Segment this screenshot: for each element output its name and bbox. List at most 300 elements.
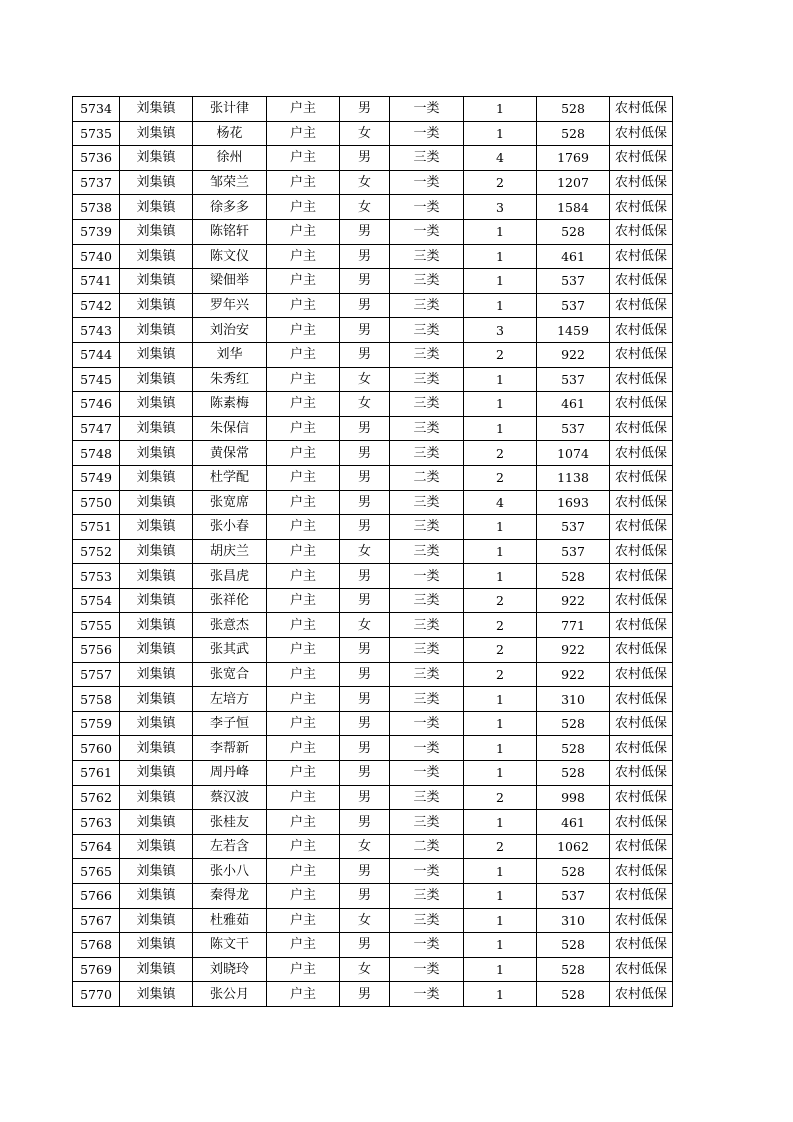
gender-cell: 男 — [340, 859, 390, 884]
table-row — [73, 564, 673, 589]
amount-cell: 537 — [537, 269, 610, 294]
category-cell: 一类 — [390, 736, 464, 761]
name-cell: 周丹峰 — [193, 761, 267, 786]
row-number-cell: 5735 — [73, 121, 120, 146]
row-number-cell: 5738 — [73, 195, 120, 220]
program-cell: 农村低保 — [610, 613, 673, 638]
name-cell: 李子恒 — [193, 711, 267, 736]
relation-cell: 户主 — [267, 834, 340, 859]
row-number-cell: 5734 — [73, 97, 120, 122]
program-cell: 农村低保 — [610, 908, 673, 933]
row-number-cell: 5768 — [73, 933, 120, 958]
table-row — [73, 834, 673, 859]
table-row — [73, 219, 673, 244]
town-cell: 刘集镇 — [120, 293, 193, 318]
name-cell: 张小八 — [193, 859, 267, 884]
program-cell: 农村低保 — [610, 761, 673, 786]
gender-cell: 女 — [340, 367, 390, 392]
name-cell: 罗年兴 — [193, 293, 267, 318]
name-cell: 杜雅茹 — [193, 908, 267, 933]
gender-cell: 女 — [340, 170, 390, 195]
row-number-cell: 5747 — [73, 416, 120, 441]
household-size-cell: 1 — [464, 908, 537, 933]
town-cell: 刘集镇 — [120, 195, 193, 220]
name-cell: 邹荣兰 — [193, 170, 267, 195]
program-cell: 农村低保 — [610, 416, 673, 441]
name-cell: 杨花 — [193, 121, 267, 146]
row-number-cell: 5741 — [73, 269, 120, 294]
name-cell: 陈铭轩 — [193, 219, 267, 244]
gender-cell: 男 — [340, 736, 390, 761]
relation-cell: 户主 — [267, 195, 340, 220]
relation-cell: 户主 — [267, 121, 340, 146]
gender-cell: 男 — [340, 588, 390, 613]
row-number-cell: 5759 — [73, 711, 120, 736]
town-cell: 刘集镇 — [120, 588, 193, 613]
program-cell: 农村低保 — [610, 244, 673, 269]
gender-cell: 男 — [340, 318, 390, 343]
household-size-cell: 1 — [464, 736, 537, 761]
relation-cell: 户主 — [267, 564, 340, 589]
program-cell: 农村低保 — [610, 195, 673, 220]
town-cell: 刘集镇 — [120, 170, 193, 195]
amount-cell: 1074 — [537, 441, 610, 466]
category-cell: 三类 — [390, 908, 464, 933]
name-cell: 徐州 — [193, 146, 267, 171]
town-cell: 刘集镇 — [120, 121, 193, 146]
table-row — [73, 539, 673, 564]
gender-cell: 男 — [340, 490, 390, 515]
table-row — [73, 367, 673, 392]
town-cell: 刘集镇 — [120, 515, 193, 540]
row-number-cell: 5763 — [73, 810, 120, 835]
category-cell: 一类 — [390, 982, 464, 1007]
town-cell: 刘集镇 — [120, 441, 193, 466]
gender-cell: 男 — [340, 97, 390, 122]
household-size-cell: 1 — [464, 293, 537, 318]
table-row — [73, 810, 673, 835]
row-number-cell: 5736 — [73, 146, 120, 171]
program-cell: 农村低保 — [610, 785, 673, 810]
table-row — [73, 588, 673, 613]
amount-cell: 1459 — [537, 318, 610, 343]
household-size-cell: 1 — [464, 367, 537, 392]
town-cell: 刘集镇 — [120, 613, 193, 638]
town-cell: 刘集镇 — [120, 761, 193, 786]
relation-cell: 户主 — [267, 170, 340, 195]
program-cell: 农村低保 — [610, 515, 673, 540]
program-cell: 农村低保 — [610, 638, 673, 663]
category-cell: 一类 — [390, 711, 464, 736]
relation-cell: 户主 — [267, 269, 340, 294]
amount-cell: 537 — [537, 515, 610, 540]
town-cell: 刘集镇 — [120, 392, 193, 417]
name-cell: 梁佃举 — [193, 269, 267, 294]
town-cell: 刘集镇 — [120, 687, 193, 712]
row-number-cell: 5770 — [73, 982, 120, 1007]
household-size-cell: 2 — [464, 170, 537, 195]
household-size-cell: 1 — [464, 564, 537, 589]
town-cell: 刘集镇 — [120, 416, 193, 441]
name-cell: 蔡汉波 — [193, 785, 267, 810]
category-cell: 二类 — [390, 465, 464, 490]
gender-cell: 男 — [340, 711, 390, 736]
town-cell: 刘集镇 — [120, 465, 193, 490]
program-cell: 农村低保 — [610, 736, 673, 761]
name-cell: 张其武 — [193, 638, 267, 663]
amount-cell: 1584 — [537, 195, 610, 220]
name-cell: 杜学配 — [193, 465, 267, 490]
relation-cell: 户主 — [267, 588, 340, 613]
household-size-cell: 4 — [464, 490, 537, 515]
gender-cell: 男 — [340, 687, 390, 712]
row-number-cell: 5767 — [73, 908, 120, 933]
table-row — [73, 662, 673, 687]
household-size-cell: 1 — [464, 539, 537, 564]
category-cell: 二类 — [390, 834, 464, 859]
table-row — [73, 121, 673, 146]
name-cell: 张祥伦 — [193, 588, 267, 613]
gender-cell: 男 — [340, 564, 390, 589]
amount-cell: 537 — [537, 539, 610, 564]
program-cell: 农村低保 — [610, 121, 673, 146]
category-cell: 一类 — [390, 195, 464, 220]
row-number-cell: 5761 — [73, 761, 120, 786]
household-size-cell: 1 — [464, 933, 537, 958]
name-cell: 朱秀红 — [193, 367, 267, 392]
household-size-cell: 1 — [464, 269, 537, 294]
household-size-cell: 2 — [464, 441, 537, 466]
table-row — [73, 318, 673, 343]
row-number-cell: 5743 — [73, 318, 120, 343]
gender-cell: 女 — [340, 957, 390, 982]
household-size-cell: 1 — [464, 884, 537, 909]
relation-cell: 户主 — [267, 662, 340, 687]
amount-cell: 771 — [537, 613, 610, 638]
household-size-cell: 3 — [464, 195, 537, 220]
household-size-cell: 1 — [464, 859, 537, 884]
relation-cell: 户主 — [267, 318, 340, 343]
row-number-cell: 5769 — [73, 957, 120, 982]
town-cell: 刘集镇 — [120, 662, 193, 687]
row-number-cell: 5754 — [73, 588, 120, 613]
category-cell: 三类 — [390, 884, 464, 909]
town-cell: 刘集镇 — [120, 367, 193, 392]
household-size-cell: 1 — [464, 416, 537, 441]
program-cell: 农村低保 — [610, 441, 673, 466]
name-cell: 黄保常 — [193, 441, 267, 466]
program-cell: 农村低保 — [610, 957, 673, 982]
gender-cell: 女 — [340, 539, 390, 564]
program-cell: 农村低保 — [610, 810, 673, 835]
table-row — [73, 859, 673, 884]
amount-cell: 922 — [537, 662, 610, 687]
household-size-cell: 2 — [464, 465, 537, 490]
household-size-cell: 1 — [464, 515, 537, 540]
category-cell: 三类 — [390, 441, 464, 466]
amount-cell: 528 — [537, 761, 610, 786]
relation-cell: 户主 — [267, 441, 340, 466]
table-row — [73, 342, 673, 367]
amount-cell: 528 — [537, 736, 610, 761]
household-size-cell: 3 — [464, 318, 537, 343]
row-number-cell: 5748 — [73, 441, 120, 466]
gender-cell: 男 — [340, 515, 390, 540]
gender-cell: 男 — [340, 269, 390, 294]
gender-cell: 女 — [340, 195, 390, 220]
table-row — [73, 982, 673, 1007]
row-number-cell: 5749 — [73, 465, 120, 490]
name-cell: 朱保信 — [193, 416, 267, 441]
relation-cell: 户主 — [267, 982, 340, 1007]
category-cell: 一类 — [390, 219, 464, 244]
gender-cell: 女 — [340, 908, 390, 933]
name-cell: 胡庆兰 — [193, 539, 267, 564]
relation-cell: 户主 — [267, 908, 340, 933]
amount-cell: 1769 — [537, 146, 610, 171]
gender-cell: 男 — [340, 465, 390, 490]
town-cell: 刘集镇 — [120, 638, 193, 663]
household-size-cell: 2 — [464, 613, 537, 638]
row-number-cell: 5752 — [73, 539, 120, 564]
name-cell: 秦得龙 — [193, 884, 267, 909]
category-cell: 一类 — [390, 564, 464, 589]
amount-cell: 461 — [537, 244, 610, 269]
category-cell: 三类 — [390, 490, 464, 515]
table-row — [73, 392, 673, 417]
town-cell: 刘集镇 — [120, 244, 193, 269]
row-number-cell: 5745 — [73, 367, 120, 392]
town-cell: 刘集镇 — [120, 711, 193, 736]
amount-cell: 528 — [537, 933, 610, 958]
table-row — [73, 97, 673, 122]
household-size-cell: 1 — [464, 392, 537, 417]
amount-cell: 922 — [537, 638, 610, 663]
row-number-cell: 5760 — [73, 736, 120, 761]
category-cell: 一类 — [390, 957, 464, 982]
table-row — [73, 687, 673, 712]
category-cell: 三类 — [390, 244, 464, 269]
name-cell: 陈素梅 — [193, 392, 267, 417]
amount-cell: 998 — [537, 785, 610, 810]
amount-cell: 310 — [537, 687, 610, 712]
row-number-cell: 5737 — [73, 170, 120, 195]
program-cell: 农村低保 — [610, 490, 673, 515]
program-cell: 农村低保 — [610, 269, 673, 294]
table-row — [73, 638, 673, 663]
amount-cell: 537 — [537, 367, 610, 392]
household-size-cell: 1 — [464, 982, 537, 1007]
program-cell: 农村低保 — [610, 219, 673, 244]
name-cell: 张意杰 — [193, 613, 267, 638]
gender-cell: 女 — [340, 392, 390, 417]
name-cell: 刘华 — [193, 342, 267, 367]
row-number-cell: 5739 — [73, 219, 120, 244]
household-size-cell: 2 — [464, 638, 537, 663]
household-size-cell: 2 — [464, 662, 537, 687]
program-cell: 农村低保 — [610, 97, 673, 122]
category-cell: 三类 — [390, 146, 464, 171]
program-cell: 农村低保 — [610, 539, 673, 564]
row-number-cell: 5740 — [73, 244, 120, 269]
gender-cell: 男 — [340, 662, 390, 687]
gender-cell: 男 — [340, 441, 390, 466]
category-cell: 一类 — [390, 170, 464, 195]
relation-cell: 户主 — [267, 810, 340, 835]
relation-cell: 户主 — [267, 244, 340, 269]
town-cell: 刘集镇 — [120, 564, 193, 589]
household-size-cell: 2 — [464, 342, 537, 367]
table-row — [73, 416, 673, 441]
amount-cell: 528 — [537, 564, 610, 589]
household-size-cell: 1 — [464, 97, 537, 122]
name-cell: 刘晓玲 — [193, 957, 267, 982]
amount-cell: 528 — [537, 711, 610, 736]
row-number-cell: 5762 — [73, 785, 120, 810]
relation-cell: 户主 — [267, 219, 340, 244]
program-cell: 农村低保 — [610, 564, 673, 589]
name-cell: 陈文干 — [193, 933, 267, 958]
table-row — [73, 195, 673, 220]
amount-cell: 310 — [537, 908, 610, 933]
household-size-cell: 2 — [464, 588, 537, 613]
household-size-cell: 2 — [464, 785, 537, 810]
program-cell: 农村低保 — [610, 465, 673, 490]
name-cell: 张宽席 — [193, 490, 267, 515]
program-cell: 农村低保 — [610, 662, 673, 687]
row-number-cell: 5746 — [73, 392, 120, 417]
town-cell: 刘集镇 — [120, 736, 193, 761]
relation-cell: 户主 — [267, 342, 340, 367]
program-cell: 农村低保 — [610, 588, 673, 613]
amount-cell: 537 — [537, 884, 610, 909]
category-cell: 三类 — [390, 392, 464, 417]
relation-cell: 户主 — [267, 490, 340, 515]
table-row — [73, 711, 673, 736]
roster-table — [72, 96, 673, 1007]
name-cell: 张计律 — [193, 97, 267, 122]
relation-cell: 户主 — [267, 687, 340, 712]
table-row — [73, 170, 673, 195]
amount-cell: 922 — [537, 342, 610, 367]
name-cell: 刘治安 — [193, 318, 267, 343]
name-cell: 张宽合 — [193, 662, 267, 687]
table-row — [73, 908, 673, 933]
name-cell: 张昌虎 — [193, 564, 267, 589]
relation-cell: 户主 — [267, 293, 340, 318]
name-cell: 徐多多 — [193, 195, 267, 220]
gender-cell: 男 — [340, 219, 390, 244]
gender-cell: 男 — [340, 293, 390, 318]
table-row — [73, 515, 673, 540]
row-number-cell: 5750 — [73, 490, 120, 515]
town-cell: 刘集镇 — [120, 490, 193, 515]
town-cell: 刘集镇 — [120, 97, 193, 122]
relation-cell: 户主 — [267, 539, 340, 564]
town-cell: 刘集镇 — [120, 342, 193, 367]
program-cell: 农村低保 — [610, 982, 673, 1007]
relation-cell: 户主 — [267, 613, 340, 638]
category-cell: 三类 — [390, 662, 464, 687]
gender-cell: 男 — [340, 933, 390, 958]
gender-cell: 男 — [340, 416, 390, 441]
table-row — [73, 490, 673, 515]
table-row — [73, 761, 673, 786]
gender-cell: 男 — [340, 761, 390, 786]
category-cell: 三类 — [390, 269, 464, 294]
relation-cell: 户主 — [267, 515, 340, 540]
row-number-cell: 5766 — [73, 884, 120, 909]
row-number-cell: 5757 — [73, 662, 120, 687]
table-row — [73, 146, 673, 171]
gender-cell: 男 — [340, 884, 390, 909]
relation-cell: 户主 — [267, 785, 340, 810]
program-cell: 农村低保 — [610, 884, 673, 909]
category-cell: 一类 — [390, 121, 464, 146]
category-cell: 一类 — [390, 859, 464, 884]
program-cell: 农村低保 — [610, 293, 673, 318]
table-row — [73, 441, 673, 466]
gender-cell: 女 — [340, 613, 390, 638]
gender-cell: 男 — [340, 982, 390, 1007]
amount-cell: 1062 — [537, 834, 610, 859]
name-cell: 陈文仪 — [193, 244, 267, 269]
program-cell: 农村低保 — [610, 933, 673, 958]
amount-cell: 461 — [537, 810, 610, 835]
row-number-cell: 5751 — [73, 515, 120, 540]
category-cell: 三类 — [390, 785, 464, 810]
table-row — [73, 785, 673, 810]
program-cell: 农村低保 — [610, 367, 673, 392]
program-cell: 农村低保 — [610, 342, 673, 367]
amount-cell: 1138 — [537, 465, 610, 490]
relation-cell: 户主 — [267, 367, 340, 392]
category-cell: 三类 — [390, 318, 464, 343]
household-size-cell: 1 — [464, 810, 537, 835]
town-cell: 刘集镇 — [120, 269, 193, 294]
table-row — [73, 933, 673, 958]
household-size-cell: 2 — [464, 834, 537, 859]
table-row — [73, 957, 673, 982]
household-size-cell: 1 — [464, 219, 537, 244]
name-cell: 李帮新 — [193, 736, 267, 761]
town-cell: 刘集镇 — [120, 785, 193, 810]
town-cell: 刘集镇 — [120, 834, 193, 859]
row-number-cell: 5765 — [73, 859, 120, 884]
row-number-cell: 5753 — [73, 564, 120, 589]
category-cell: 一类 — [390, 761, 464, 786]
name-cell: 张小春 — [193, 515, 267, 540]
program-cell: 农村低保 — [610, 834, 673, 859]
household-size-cell: 1 — [464, 687, 537, 712]
household-size-cell: 1 — [464, 761, 537, 786]
amount-cell: 537 — [537, 416, 610, 441]
town-cell: 刘集镇 — [120, 908, 193, 933]
program-cell: 农村低保 — [610, 687, 673, 712]
relation-cell: 户主 — [267, 638, 340, 663]
gender-cell: 男 — [340, 146, 390, 171]
name-cell: 左培方 — [193, 687, 267, 712]
amount-cell: 528 — [537, 97, 610, 122]
program-cell: 农村低保 — [610, 318, 673, 343]
program-cell: 农村低保 — [610, 392, 673, 417]
amount-cell: 461 — [537, 392, 610, 417]
relation-cell: 户主 — [267, 957, 340, 982]
category-cell: 三类 — [390, 810, 464, 835]
amount-cell: 528 — [537, 121, 610, 146]
program-cell: 农村低保 — [610, 146, 673, 171]
row-number-cell: 5756 — [73, 638, 120, 663]
